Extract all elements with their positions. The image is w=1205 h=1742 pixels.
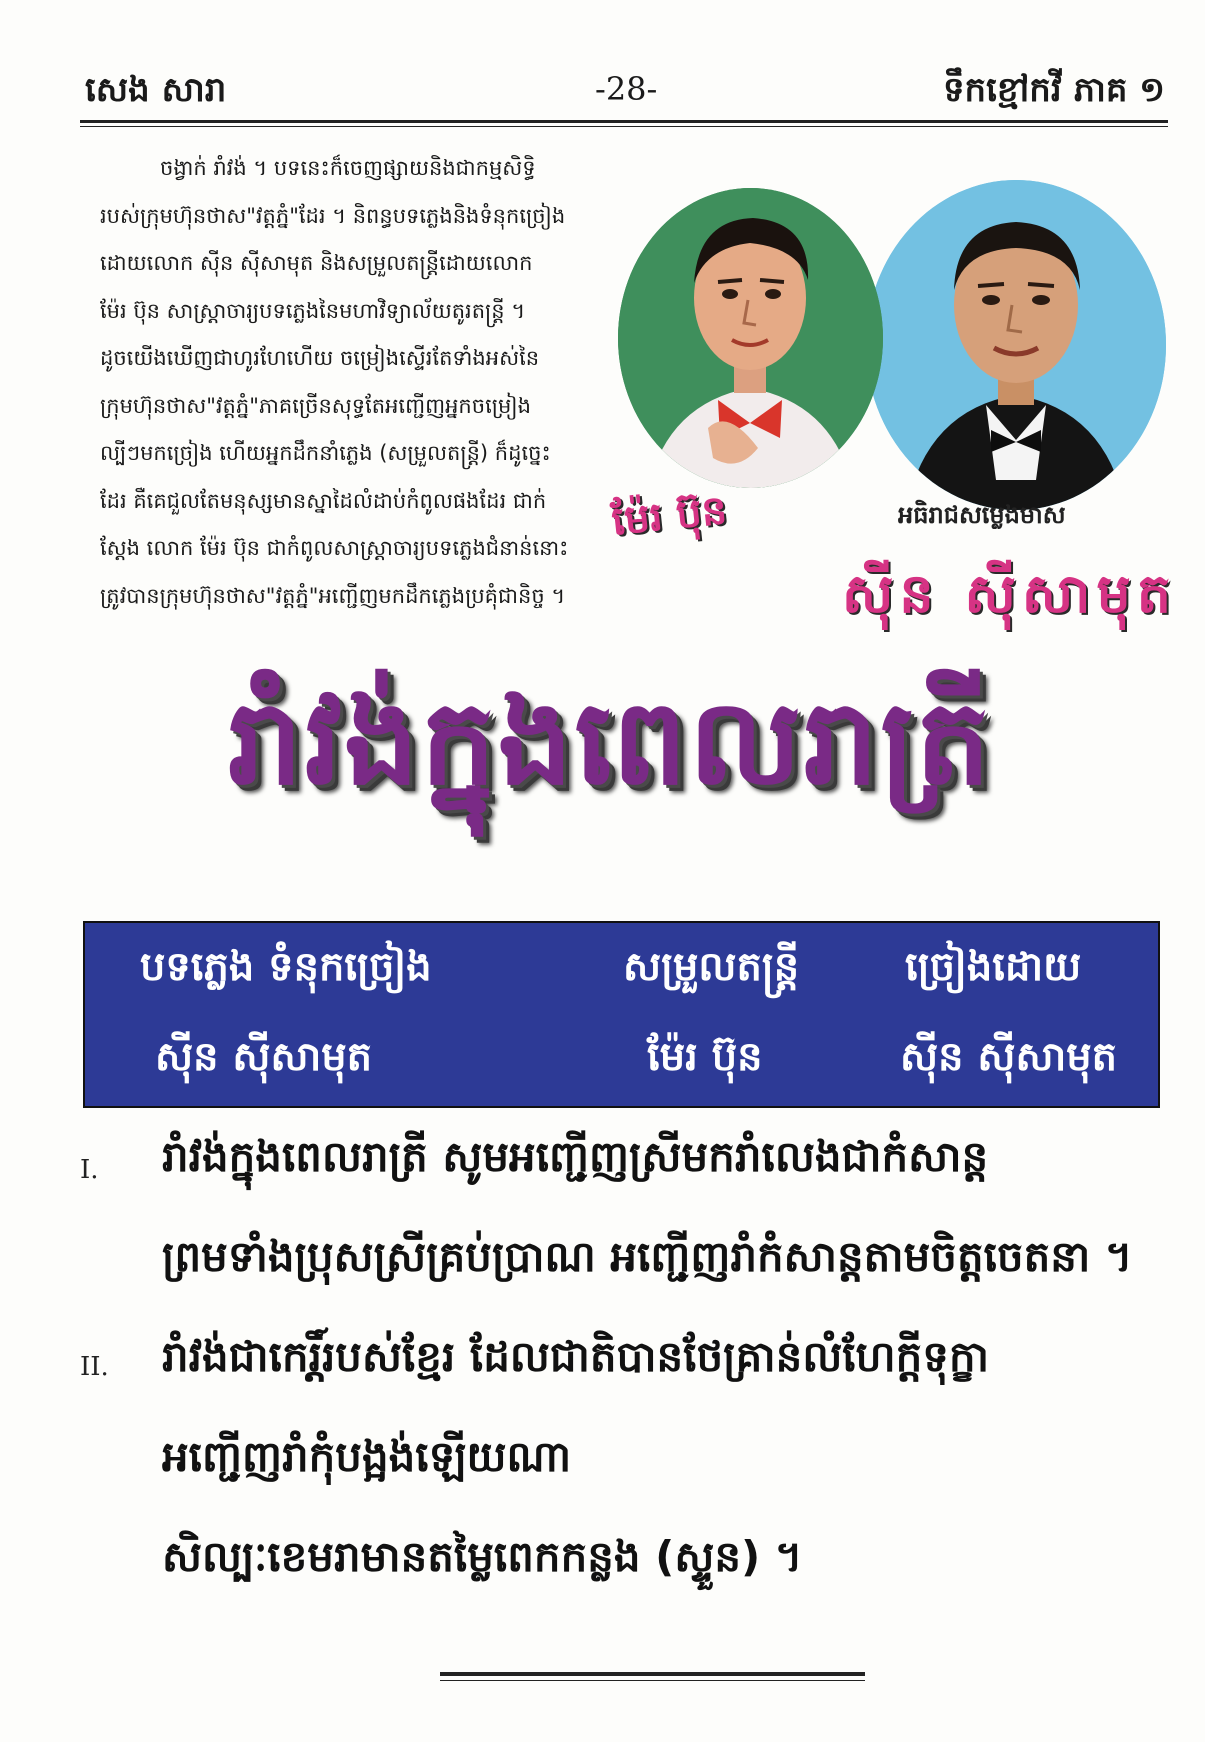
lyric-line: អញ្ជើញរាំកុំបង្អង់ឡើយណា (162, 1432, 572, 1481)
lyric-line: សិល្បៈខេមរាមានតម្លៃពេកកន្លង (ស្ទួន) ។ (162, 1532, 803, 1581)
arrangement-name: ម៉ែរ ប៊ុន (647, 1034, 763, 1080)
singer-label: ច្រៀងដោយ (905, 944, 1082, 990)
lyric-line: រាំវង់ជាកេរ្តិ៍របស់ខ្មែរ ដែលជាតិបានថែគ្រាន់លំហែក្តីទុក្ខា (162, 1332, 989, 1381)
portrait-mer-bun (618, 188, 883, 488)
footer-rule-thin (440, 1680, 865, 1681)
caption-mer-bun: ម៉ែរ ប៊ុន (609, 487, 730, 545)
caption-golden-voice: អធិរាជសម្លេងមាស (898, 501, 1066, 529)
lyric-line: រាំវង់ក្នុងពេលរាត្រី សូមអញ្ជើញស្រីមករាំលេងជាកំសាន្ត (162, 1132, 989, 1181)
intro-line: ម៉ែរ ប៊ុន សាស្ត្រាចារ្យបទភ្លេងនៃមហាវិទ្យាល័យតូរតន្ត្រី ។ (100, 298, 526, 323)
portrait-sinn-sisamouth (866, 180, 1166, 510)
intro-line: ដែរ គឺគេជួលតែមនុស្សមានស្នាដៃលំដាប់កំពូលផងដែរ ជាក់ (100, 488, 547, 513)
verse-number: II. (80, 1352, 109, 1382)
man-portrait-icon (866, 180, 1166, 510)
song-title: រាំវង់ក្នុងពេលរាត្រី (227, 673, 993, 811)
lyrics-name: ស៊ីន ស៊ីសាមុត (155, 1034, 373, 1080)
intro-line: ចង្វាក់ រាំវង់ ។ បទនេះក៏ចេញផ្សាយនិងជាកម្មសិទ្ធិ (160, 156, 536, 180)
footer-rule (440, 1672, 865, 1676)
arrangement-label: សម្រួលតន្ត្រី (623, 944, 800, 990)
intro-line: ត្រូវបានក្រុមហ៊ុនថាស"វត្តភ្នំ"អញ្ជើញមកដឹកភ្លេងប្រគុំជានិច្ច ។ (100, 583, 566, 608)
page-number: -28- (595, 70, 658, 108)
intro-line: ដូចយើងឃើញជាហូរហែហើយ ចម្រៀងស្ទើរតែទាំងអស់នៃ (100, 346, 540, 370)
lyrics-label: បទភ្លេង ទំនុកច្រៀង (140, 944, 432, 990)
page-header (85, 68, 1165, 138)
intro-line: ដោយលោក ស៊ីន ស៊ីសាមុត និងសម្រួលតន្ត្រីដោយលោក (100, 251, 533, 275)
lyric-line: ព្រមទាំងប្រុសស្រីគ្រប់ប្រាណ អញ្ជើញរាំកំសាន្តតាមចិត្តចេតនា ។ (162, 1232, 1133, 1281)
caption-sinn-sisamouth: ស៊ីន ស៊ីសាមុត (842, 562, 1178, 625)
verse-number: I. (80, 1155, 99, 1185)
intro-line: ក្រុមហ៊ុនថាស"វត្តភ្នំ"ភាគច្រើនសុទ្ធតែអញ្ជើញអ្នកចម្រៀង (100, 393, 531, 418)
intro-line: របស់ក្រុមហ៊ុនថាស"វត្តភ្នំ"ដែរ ។ និពន្ធបទភ្លេងនិងទំនុកច្រៀង (100, 203, 566, 228)
intro-line: ស្តែង លោក ម៉ែរ ប៊ុន ជាកំពូលសាស្ត្រាចារ្យបទភ្លេងជំនាន់នោះ (100, 536, 569, 560)
intro-paragraph (100, 145, 640, 620)
man-portrait-icon (618, 188, 883, 488)
singer-name: ស៊ីន ស៊ីសាមុត (900, 1034, 1118, 1080)
credits-box (83, 921, 1160, 1108)
header-rule-thin (80, 126, 1168, 127)
author-name: សេង សារា (85, 70, 227, 110)
intro-line: ល្បីៗមកច្រៀង ហើយអ្នកដឹកនាំភ្លេង (សម្រួលតន្ត្រី) ក៏ដូច្នេះ (100, 441, 551, 465)
header-rule (80, 120, 1168, 123)
book-title: ទឹកខ្មៅកវី ភាគ ១ (942, 70, 1165, 110)
